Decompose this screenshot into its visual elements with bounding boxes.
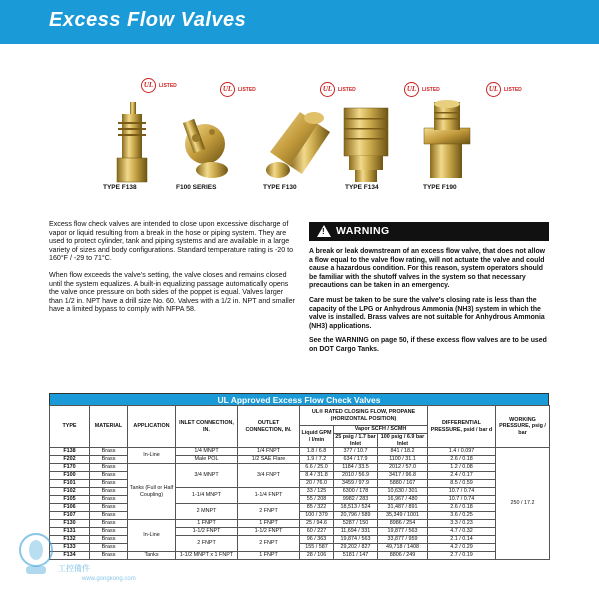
warning-paragraph: A break or leak downstream of an excess flow valve, that does not allow a flow equal to the valve flow rating, will not actuate the valve and could cause a hazardous condition. For this reason, system operators should be familiar with the shutoff valves in the system so that necessary precautions can be taken in an emergency. xyxy=(309,248,546,290)
cell-diff: 10.7 / 0.74 xyxy=(428,496,496,504)
cell-liquid: 85 / 322 xyxy=(300,504,334,512)
table-row xyxy=(50,456,550,464)
listed-label: LISTED xyxy=(338,87,356,93)
cell-application: In-Line xyxy=(128,520,176,552)
intro-paragraph: When flow exceeds the valve's setting, the valve closes and remains closed until the system equalizes. A built-in equalizing passage automatically opens the valve once pressure on both sides of the poppet is equal. Valves larger than 1/2 in. NPT have a drill size No. 60. Valves with a 1/2 in. NPT and smaller have a limited bypass to comply with NFPA 58. xyxy=(49,270,296,314)
table-row xyxy=(50,472,550,480)
cell-vapor100: 3417 / 96.8 xyxy=(378,472,428,480)
page-title: Excess Flow Valves xyxy=(49,9,247,31)
ul-mark-icon: UL xyxy=(404,82,419,97)
cell-material: Brass xyxy=(90,504,128,512)
cell-inlet: 2 MNPT xyxy=(176,504,238,520)
cell-type: F202 xyxy=(50,456,90,464)
col-vapor: Vapor SCFH / SCMH xyxy=(334,426,428,434)
cell-liquid: 20 / 76.0 xyxy=(300,480,334,488)
intro-text xyxy=(49,220,297,322)
cell-vapor25: 5181 / 147 xyxy=(334,552,378,560)
cell-vapor100: 8806 / 249 xyxy=(378,552,428,560)
f190-image xyxy=(424,100,470,178)
listed-label: LISTED xyxy=(504,87,522,93)
cell-outlet: 1-1/4 FNPT xyxy=(238,488,300,504)
warning-triangle-icon xyxy=(317,225,331,237)
cell-type: F170 xyxy=(50,464,90,472)
col-outlet: OUTLET CONNECTION, IN. xyxy=(238,406,300,448)
cell-type: F105 xyxy=(50,496,90,504)
cell-type: F100 xyxy=(50,472,90,480)
table-row xyxy=(50,464,550,472)
cell-liquid: 28 / 106 xyxy=(300,552,334,560)
col-inlet: INLET CONNECTION, IN. xyxy=(176,406,238,448)
cell-vapor25: 377 / 10.7 xyxy=(334,448,378,456)
cell-material: Brass xyxy=(90,536,128,544)
cell-vapor25: 634 / 17.9 xyxy=(334,456,378,464)
intro-paragraph: Excess flow check valves are intended to close upon excessive discharge of vapor or liquid resulting from a break in the hose or piping system. They are used to protect cylinder, tank and piping systems and are available in a large variety of sizes and body configurations. Standard temperature rating is -20 to 160°F / -29 to 71°C. xyxy=(49,220,294,263)
cell-diff: 3.6 / 0.25 xyxy=(428,512,496,520)
cell-vapor25: 19,874 / 563 xyxy=(334,536,378,544)
f134-image xyxy=(344,108,388,182)
cell-material: Brass xyxy=(90,472,128,480)
cell-vapor25: 6300 / 178 xyxy=(334,488,378,496)
caption-f134: TYPE F134 xyxy=(345,184,379,191)
cell-inlet: 3/4 MNPT xyxy=(176,464,238,488)
warning-paragraph: Care must be taken to be sure the valve's closing rate is less than the capacity of the LPG or Anhydrous Ammonia (NH3) system in which the valve is installed. Brass valves are not suitable for Anhydrous Ammonia (NH3) applications. xyxy=(309,296,545,330)
cell-diff: 2.6 / 0.18 xyxy=(428,456,496,464)
listed-label: LISTED xyxy=(238,87,256,93)
cell-diff: 2.6 / 0.18 xyxy=(428,504,496,512)
cell-liquid: 1.9 / 7.2 xyxy=(300,456,334,464)
table-row xyxy=(50,480,550,488)
f138-image xyxy=(117,102,147,182)
cell-diff: 3.3 / 0.23 xyxy=(428,520,496,528)
cell-material: Brass xyxy=(90,456,128,464)
cell-diff: 2.7 / 0.19 xyxy=(428,552,496,560)
cell-material: Brass xyxy=(90,464,128,472)
cell-inlet: 2 FNPT xyxy=(176,536,238,552)
cell-vapor25: 20,796 / 589 xyxy=(334,512,378,520)
cell-inlet: 1-1/4 MNPT xyxy=(176,488,238,504)
ul-mark-icon: UL xyxy=(220,82,235,97)
cell-outlet: 1 FNPT xyxy=(238,520,300,528)
cell-type: F131 xyxy=(50,528,90,536)
cell-vapor25: 1184 / 33.5 xyxy=(334,464,378,472)
cell-diff: 1.4 / 0.097 xyxy=(428,448,496,456)
product-images xyxy=(0,62,599,202)
cell-diff: 4.7 / 0.32 xyxy=(428,528,496,536)
listed-label: LISTED xyxy=(422,87,440,93)
cell-vapor100: 49,718 / 1408 xyxy=(378,544,428,552)
cell-type: F130 xyxy=(50,520,90,528)
table-row xyxy=(50,496,550,504)
cell-diff: 2.1 / 0.14 xyxy=(428,536,496,544)
cell-diff: 8.5 / 0.59 xyxy=(428,480,496,488)
listed-label: LISTED xyxy=(159,83,177,89)
cell-vapor100: 8986 / 254 xyxy=(378,520,428,528)
cell-working: 250 / 17.2 xyxy=(496,448,550,560)
cell-diff: 1.2 / 0.08 xyxy=(428,464,496,472)
caption-f130: TYPE F130 xyxy=(263,184,297,191)
cell-inlet: 1-1/2 MNPT x 1 FNPT xyxy=(176,552,238,560)
col-material: MATERIAL xyxy=(90,406,128,448)
cell-material: Brass xyxy=(90,528,128,536)
cell-vapor25: 18,513 / 524 xyxy=(334,504,378,512)
table-row xyxy=(50,512,550,520)
cell-material: Brass xyxy=(90,512,128,520)
f100-image xyxy=(183,119,228,178)
cell-vapor25: 11,694 / 331 xyxy=(334,528,378,536)
cell-material: Brass xyxy=(90,520,128,528)
cell-material: Brass xyxy=(90,552,128,560)
cell-inlet: Male POL xyxy=(176,456,238,464)
cell-type: F101 xyxy=(50,480,90,488)
table-row xyxy=(50,552,550,560)
cell-application: Tanks (Full or Half Coupling) xyxy=(128,464,176,520)
cell-diff: 2.4 / 0.17 xyxy=(428,472,496,480)
table-row xyxy=(50,448,550,456)
warning-banner xyxy=(309,222,549,241)
table-row xyxy=(50,488,550,496)
cell-outlet: 2 FNPT xyxy=(238,536,300,552)
cell-liquid: 60 / 227 xyxy=(300,528,334,536)
cell-vapor25: 29,202 / 827 xyxy=(334,544,378,552)
cell-outlet: 3/4 FNPT xyxy=(238,464,300,488)
cell-liquid: 33 / 125 xyxy=(300,488,334,496)
cell-vapor100: 2012 / 57.0 xyxy=(378,464,428,472)
cell-application: Tanks xyxy=(128,552,176,560)
cell-vapor25: 5287 / 150 xyxy=(334,520,378,528)
cell-outlet: 2 FNPT xyxy=(238,504,300,520)
cell-material: Brass xyxy=(90,544,128,552)
spec-table xyxy=(49,405,550,560)
warning-text xyxy=(309,248,549,361)
table-row xyxy=(50,504,550,512)
cell-vapor100: 31,487 / 891 xyxy=(378,504,428,512)
col-vapor-100: 100 psig / 6.9 bar Inlet xyxy=(378,434,428,448)
col-type: TYPE xyxy=(50,406,90,448)
cell-liquid: 155 / 587 xyxy=(300,544,334,552)
ul-mark-icon: UL xyxy=(141,78,156,93)
warning-label: WARNING xyxy=(336,225,390,237)
cell-vapor25: 3459 / 97.9 xyxy=(334,480,378,488)
cell-type: F138 xyxy=(50,448,90,456)
cell-inlet: 1/4 MNPT xyxy=(176,448,238,456)
col-differential: DIFFERENTIAL PRESSURE, psid / bar d xyxy=(428,406,496,448)
cell-vapor100: 35,349 / 1001 xyxy=(378,512,428,520)
warning-paragraph: See the WARNING on page 50, if these excess flow valves are to be used on DOT Cargo Tanks. xyxy=(309,337,547,353)
cell-application: In-Line xyxy=(128,448,176,464)
page-header xyxy=(0,0,599,44)
flow-valve-table xyxy=(49,393,549,560)
cell-diff: 10.7 / 0.74 xyxy=(428,488,496,496)
cell-vapor25: 9982 / 283 xyxy=(334,496,378,504)
cell-type: F106 xyxy=(50,504,90,512)
cell-outlet: 1/2 SAE Flare xyxy=(238,456,300,464)
cell-type: F102 xyxy=(50,488,90,496)
table-row xyxy=(50,544,550,552)
col-closing-flow: UL® RATED CLOSING FLOW, PROPANE (HORIZONTAL POSITION) xyxy=(300,406,428,426)
caption-f100: F100 SERIES xyxy=(176,184,217,191)
cell-diff: 4.2 / 0.29 xyxy=(428,544,496,552)
cell-outlet: 1 FNPT xyxy=(238,552,300,560)
product-gallery xyxy=(0,62,599,202)
cell-liquid: 6.6 / 25.0 xyxy=(300,464,334,472)
cell-material: Brass xyxy=(90,488,128,496)
cell-liquid: 96 / 363 xyxy=(300,536,334,544)
table-title: UL Approved Excess Flow Check Valves xyxy=(49,393,549,405)
cell-liquid: 100 / 379 xyxy=(300,512,334,520)
cell-vapor100: 19,877 / 563 xyxy=(378,528,428,536)
cell-material: Brass xyxy=(90,480,128,488)
col-liquid: Liquid GPM / l/min xyxy=(300,426,334,448)
ul-mark-icon: UL xyxy=(486,82,501,97)
watermark-logo-icon xyxy=(12,530,60,580)
cell-inlet: 1-1/2 FNPT xyxy=(176,528,238,536)
cell-vapor100: 841 / 18.2 xyxy=(378,448,428,456)
col-vapor-25: 25 psig / 1.7 bar Inlet xyxy=(335,434,376,447)
cell-liquid: 25 / 94.6 xyxy=(300,520,334,528)
cell-liquid: 55 / 208 xyxy=(300,496,334,504)
watermark-url: www.gongkong.com xyxy=(82,576,136,582)
cell-vapor100: 33,877 / 959 xyxy=(378,536,428,544)
caption-f138: TYPE F138 xyxy=(103,184,137,191)
cell-vapor100: 16,967 / 480 xyxy=(378,496,428,504)
table-row xyxy=(50,520,550,528)
cell-type: F134 xyxy=(50,552,90,560)
cell-inlet: 1 FNPT xyxy=(176,520,238,528)
cell-material: Brass xyxy=(90,448,128,456)
cell-type: F107 xyxy=(50,512,90,520)
caption-f190: TYPE F190 xyxy=(423,184,457,191)
cell-vapor100: 5880 / 167 xyxy=(378,480,428,488)
col-application: APPLICATION xyxy=(128,406,176,448)
f130-image xyxy=(266,112,330,178)
cell-outlet: 1-1/2 FNPT xyxy=(238,528,300,536)
cell-outlet: 1/4 FNPT xyxy=(238,448,300,456)
cell-vapor100: 1100 / 31.1 xyxy=(378,456,428,464)
cell-liquid: 8.4 / 31.8 xyxy=(300,472,334,480)
col-working: WORKING PRESSURE, psig / bar xyxy=(496,406,550,448)
watermark-text: 工控備件 xyxy=(58,564,90,573)
cell-vapor25: 2010 / 56.9 xyxy=(334,472,378,480)
table-row xyxy=(50,536,550,544)
cell-type: F133 xyxy=(50,544,90,552)
cell-vapor100: 10,630 / 301 xyxy=(378,488,428,496)
ul-mark-icon: UL xyxy=(320,82,335,97)
cell-material: Brass xyxy=(90,496,128,504)
table-row xyxy=(50,528,550,536)
cell-liquid: 1.8 / 6.8 xyxy=(300,448,334,456)
cell-type: F132 xyxy=(50,536,90,544)
